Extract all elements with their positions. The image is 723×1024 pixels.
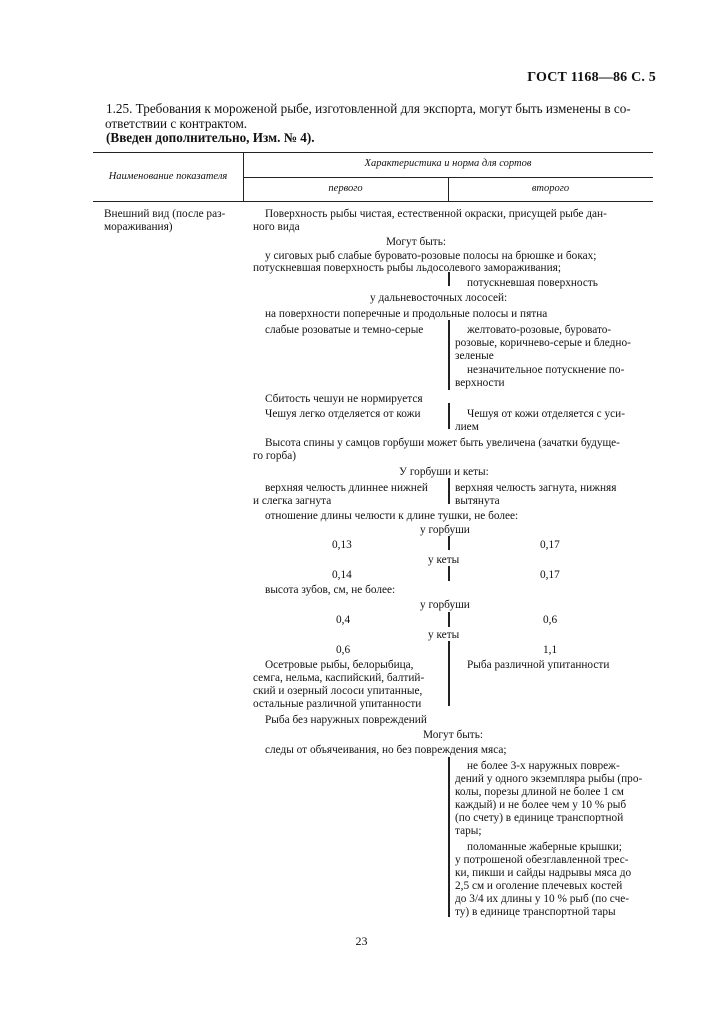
clause-line-2: ответствии с контрактом.	[105, 116, 248, 131]
row-damage-1: не более 3-х наружных повреж-	[467, 760, 620, 772]
row-teeth-chum: у кеты	[428, 629, 460, 641]
row-hump-1: Высота спины у самцов горбуши может быть увеличена (зачатки будуще-	[265, 437, 620, 449]
indicator-line-1: Внешний вид (после раз-	[104, 208, 226, 220]
grade-divider	[448, 403, 450, 429]
row-teeth-chum-first: 0,6	[336, 644, 351, 656]
row-stripes-spots: на поверхности поперечные и продольные полосы и пятна	[265, 308, 548, 320]
row-hump-2: го горба)	[253, 450, 296, 462]
row-teeth-pink-first: 0,4	[336, 614, 351, 626]
grade-divider	[448, 536, 450, 550]
row-gill-5: до 3/4 их длины у 10 % рыб (по сче-	[455, 893, 630, 905]
row-may-be-2: Могут быть:	[423, 729, 484, 741]
row-slight-dullness-1: незначительное потускнение по-	[467, 364, 625, 376]
row-pink-chum: У горбуши и кеты:	[399, 466, 489, 478]
row-damage-4: каждый) и не более чем у 10 % рыб	[455, 799, 627, 811]
row-gill-1: поломанные жаберные крышки;	[467, 841, 622, 853]
row-jaw-first-2: и слегка загнута	[253, 495, 332, 507]
row-scale-second-2: лием	[455, 421, 479, 433]
row-jaw-second-1: верхняя челюсть загнута, нижняя	[455, 482, 617, 494]
row-slight-dullness-2: верхности	[455, 377, 505, 389]
column-header-second-grade: второго	[531, 183, 570, 194]
column-header-first-grade: первого	[328, 183, 363, 194]
row-fatness-second: Рыба различной упитанности	[467, 659, 610, 671]
row-gill-2: у потрошеной обезглавленной трес-	[455, 854, 629, 866]
row-jaw-second-2: вытянута	[455, 495, 500, 507]
page-number: 23	[355, 934, 368, 948]
row-net-marks: следы от объячеивания, но без повреждения мяса;	[265, 744, 507, 756]
row-dull-surface-second: потускневшая поверхность	[467, 277, 598, 289]
row-teeth-chum-second: 1,1	[543, 644, 558, 656]
row-damage-3: колы, порезы длиной не более 1 см	[455, 786, 624, 798]
row-may-be-1: Могут быть:	[386, 236, 447, 248]
clause-line-1: 1.25. Требования к мороженой рыбе, изготовленной для экспорта, могут быть изменены в со-	[106, 101, 631, 116]
table-top-rule	[93, 152, 653, 153]
amendment-note: (Введен дополнительно, Изм. № 4).	[106, 130, 315, 145]
row-ratio-chum-second: 0,17	[540, 569, 560, 581]
row-surface-2: ного вида	[253, 221, 300, 233]
grade-divider	[448, 566, 450, 581]
row-teeth-pink-second: 0,6	[543, 614, 558, 626]
grade-divider	[448, 478, 450, 504]
row-teeth-height: высота зубов, см, не более:	[265, 584, 396, 596]
row-scale-loss: Сбитость чешуи не нормируется	[265, 393, 423, 405]
row-no-damage: Рыба без наружных повреждений	[265, 714, 427, 726]
grade-divider	[448, 612, 450, 627]
row-ratio-pink: у горбуши	[420, 524, 470, 536]
table-header-bottom-rule	[93, 201, 653, 202]
row-spots-first: слабые розоватые и темно-серые	[265, 324, 424, 336]
row-damage-5: (по счету) в единице транспортной	[455, 812, 624, 824]
row-gill-3: ки, пикши и сайды надрывы мяса до	[455, 867, 632, 879]
row-ratio-chum: у кеты	[428, 554, 460, 566]
column-header-group: Характеристика и норма для сортов	[364, 158, 532, 169]
row-spots-second-2: розовые, коричнево-серые и бледно-	[455, 337, 631, 349]
row-whitefish: у сиговых рыб слабые буровато-розовые полосы на брюшке и боках;	[265, 250, 597, 262]
row-far-east-salmon: у дальневосточных лососей:	[370, 292, 508, 304]
grade-divider	[448, 641, 450, 706]
indicator-line-2: мораживания)	[104, 221, 173, 233]
row-scale-first: Чешуя легко отделяется от кожи	[265, 408, 421, 420]
grade-divider	[448, 757, 450, 917]
standard-code-header: ГОСТ 1168—86 С. 5	[527, 70, 656, 85]
row-gill-4: 2,5 см и оголение плечевых костей	[455, 880, 623, 892]
row-damage-2: дений у одного экземпляра рыбы (про-	[455, 773, 643, 785]
row-jaw-ratio: отношение длины челюсти к длине тушки, не более:	[265, 510, 519, 522]
row-fatness-first-1: Осетровые рыбы, белорыбица,	[265, 659, 414, 671]
row-fatness-first-3: ский и озерный лососи упитанные,	[253, 685, 423, 697]
row-spots-second-1: желтовато-розовые, буровато-	[467, 324, 612, 336]
row-gill-6: ту) в единице транспортной тары	[455, 906, 616, 918]
row-damage-6: тары;	[455, 825, 482, 837]
row-jaw-first-1: верхняя челюсть длиннее нижней	[265, 482, 428, 494]
row-dull-surface-ice-salt: потускневшая поверхность рыбы льдосолевого замораживания;	[253, 262, 561, 274]
row-teeth-pink: у горбуши	[420, 599, 470, 611]
row-ratio-chum-first: 0,14	[332, 569, 352, 581]
row-spots-second-3: зеленые	[455, 350, 494, 362]
clause-1-25	[97, 101, 657, 131]
row-ratio-pink-second: 0,17	[540, 539, 560, 551]
row-ratio-pink-first: 0,13	[332, 539, 352, 551]
row-surface-1: Поверхность рыбы чистая, естественной окраски, присущей рыбе дан-	[265, 208, 607, 220]
row-fatness-first-2: семга, нельма, каспийский, балтий-	[253, 672, 425, 684]
column-header-indicator: Наименование показателя	[108, 171, 228, 182]
grade-divider	[448, 320, 450, 390]
row-scale-second-1: Чешуя от кожи отделяется с уси-	[467, 408, 625, 420]
row-fatness-first-4: остальные различной упитанности	[253, 698, 422, 710]
